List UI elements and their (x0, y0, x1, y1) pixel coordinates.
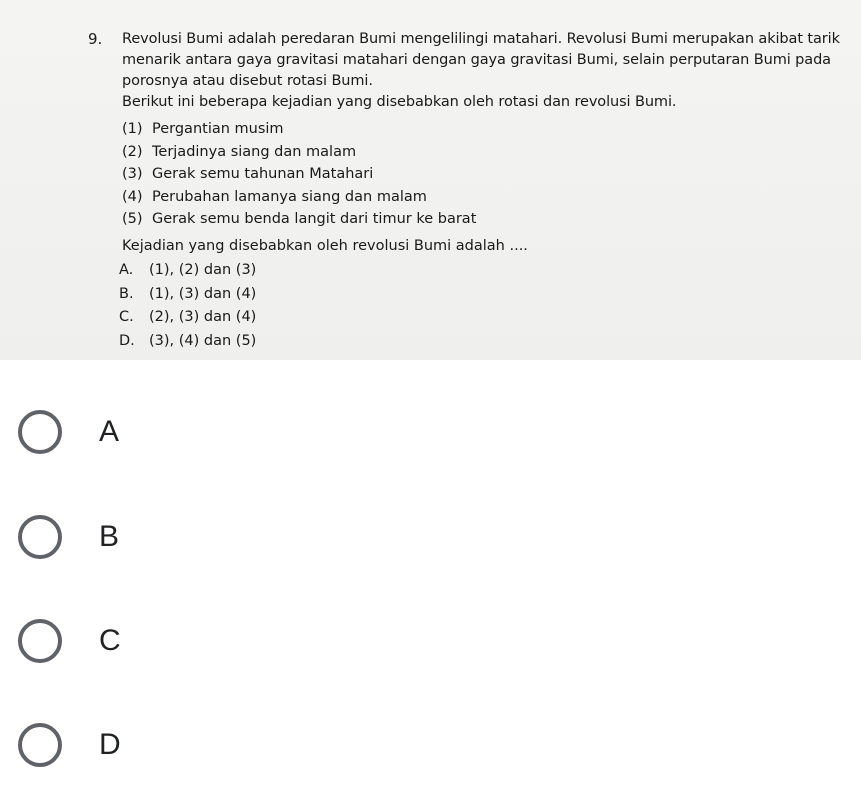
statement-number: (2) (122, 143, 143, 160)
question-paragraph-intro: Revolusi Bumi adalah peredaran Bumi mengelilingi matahari. Revolusi Bumi merupakan akibat tarik menarik antara gaya gravitasi matahari dengan gaya gravitasi Bumi, selain perputaran Bumi pada porosnya atau disebut rotasi Bumi. (122, 31, 840, 89)
question-number: 9. (88, 30, 103, 48)
printed-options (119, 259, 256, 353)
statement-number: (5) (122, 211, 143, 227)
option-letter: B. (119, 285, 134, 302)
radio-button-c[interactable] (18, 619, 62, 663)
statement-item (122, 163, 476, 186)
answer-option-c[interactable] (18, 611, 121, 671)
answer-option-b[interactable] (18, 507, 119, 567)
radio-button-b[interactable] (18, 515, 62, 559)
option-text: (1), (2) dan (3) (149, 262, 257, 278)
answer-label-a: A (99, 415, 120, 448)
printed-option-d (119, 330, 256, 354)
statement-text: Gerak semu benda langit dari timur ke barat (152, 211, 477, 227)
option-letter: A. (119, 262, 134, 278)
statement-text: Gerak semu tahunan Matahari (152, 166, 374, 182)
printed-option-b (119, 283, 256, 307)
statement-text: Pergantian musim (152, 121, 284, 137)
question-paragraph-list-intro: Berikut ini beberapa kejadian yang disebabkan oleh rotasi dan revolusi Bumi. (122, 94, 677, 110)
statement-list (122, 118, 476, 231)
question-prompt: Kejadian yang disebabkan oleh revolusi Bumi adalah .... (122, 238, 528, 254)
statement-text: Perubahan lamanya siang dan malam (152, 188, 427, 205)
answer-label-d: D (99, 728, 121, 761)
option-text: (1), (3) dan (4) (149, 285, 257, 302)
option-text: (2), (3) dan (4) (149, 309, 257, 325)
answer-label-c: C (99, 624, 121, 657)
option-text: (3), (4) dan (5) (149, 332, 257, 349)
statement-text: Terjadinya siang dan malam (152, 143, 357, 160)
question-text (122, 29, 844, 113)
statement-number: (4) (122, 188, 143, 205)
answer-option-d[interactable] (18, 715, 121, 775)
question-image (0, 0, 861, 360)
radio-button-a[interactable] (18, 410, 62, 454)
statement-item (122, 118, 476, 141)
answer-label-b: B (99, 520, 120, 553)
printed-option-a (119, 259, 256, 283)
option-letter: C. (119, 309, 134, 325)
statement-item (122, 208, 476, 231)
statement-number: (1) (122, 121, 143, 137)
printed-option-c (119, 306, 256, 330)
statement-item (122, 141, 476, 164)
option-letter: D. (119, 332, 135, 349)
statement-number: (3) (122, 166, 143, 182)
radio-button-d[interactable] (18, 723, 62, 767)
answer-option-a[interactable] (18, 402, 119, 462)
statement-item (122, 186, 476, 209)
